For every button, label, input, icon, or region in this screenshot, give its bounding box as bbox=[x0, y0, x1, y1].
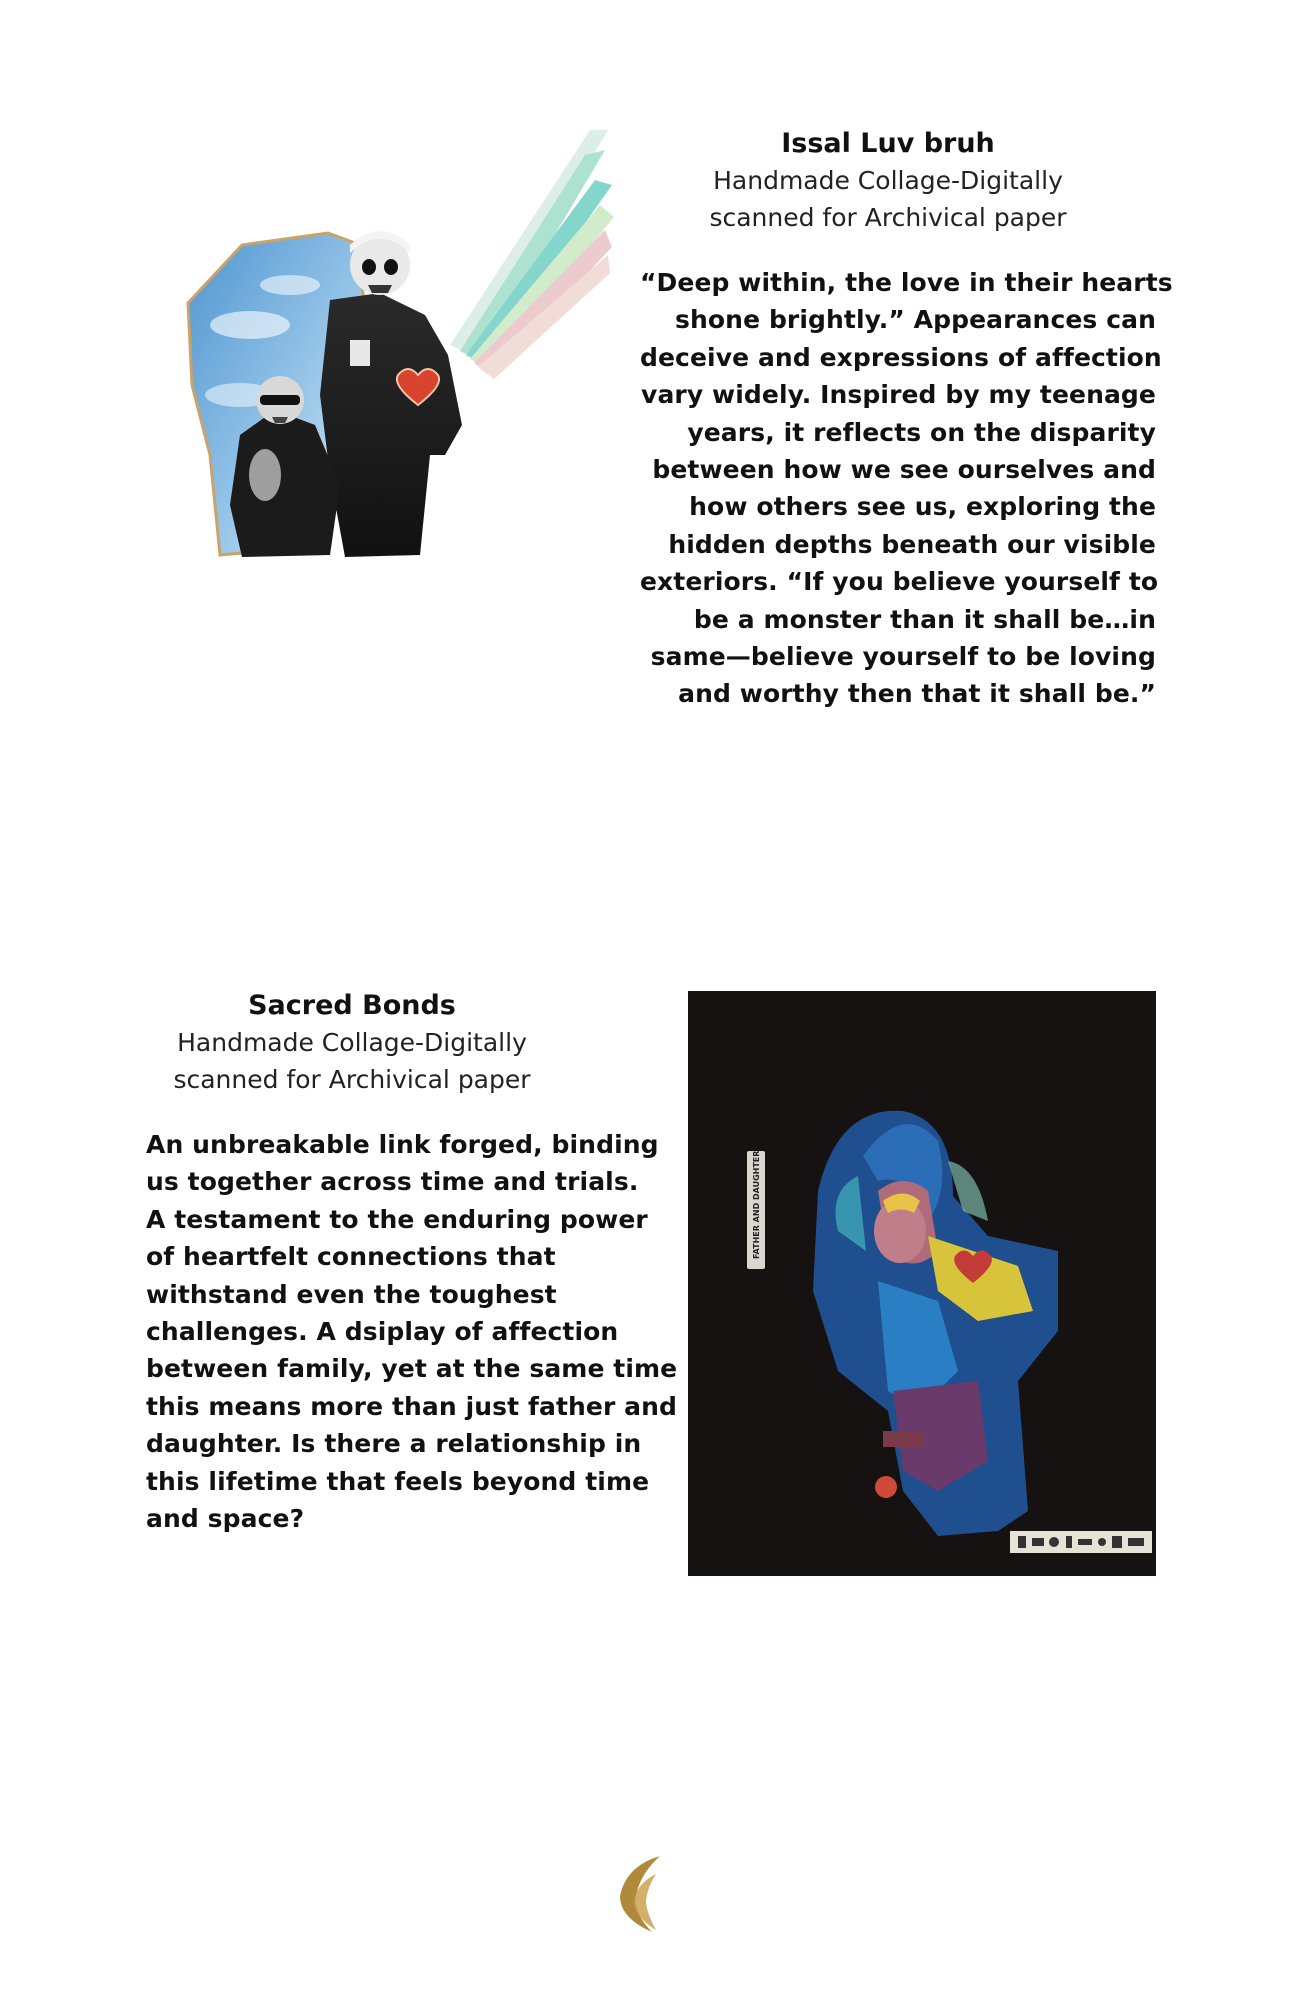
description-line: and worthy then that it shall be.” bbox=[678, 679, 1156, 709]
artwork-medium-line: scanned for Archivical paper bbox=[173, 1065, 531, 1094]
collage-illustration bbox=[688, 991, 1156, 1576]
description-line: “Deep within, the love in their hearts bbox=[640, 268, 1173, 297]
collage-illustration bbox=[180, 125, 620, 565]
description-line: and space? bbox=[146, 1504, 305, 1534]
description-line: vary widely. Inspired by my teenage bbox=[641, 380, 1156, 410]
description-line: exteriors. “If you believe yourself to bbox=[640, 567, 1159, 597]
description-line: same—believe yourself to be loving bbox=[650, 642, 1156, 672]
feather-logo-icon bbox=[612, 1852, 668, 1934]
label-strip-text: FATHER AND DAUGHTER bbox=[752, 1150, 761, 1259]
description-line: withstand even the toughest bbox=[146, 1279, 557, 1309]
artwork-medium-line: scanned for Archivical paper bbox=[709, 203, 1067, 232]
artwork-sacred-bonds-image bbox=[688, 991, 1156, 1576]
artwork-description bbox=[640, 264, 1173, 713]
description-line: us together across time and trials. bbox=[146, 1167, 639, 1197]
description-line: An unbreakable link forged, binding bbox=[146, 1130, 659, 1159]
description-line: this means more than just father and bbox=[146, 1391, 678, 1421]
artwork-title: Issal Luv bruh bbox=[781, 128, 995, 159]
description-line: daughter. Is there a relationship in bbox=[146, 1429, 642, 1459]
description-line: between family, yet at the same time bbox=[146, 1354, 678, 1384]
description-line: of heartfelt connections that bbox=[146, 1242, 556, 1272]
artwork-medium-line: Handmade Collage-Digitally bbox=[177, 1028, 527, 1057]
description-line: deceive and expressions of affection bbox=[640, 342, 1162, 372]
artwork-issal-luv-bruh-caption bbox=[640, 126, 1173, 713]
description-line: challenges. A dsiplay of affection bbox=[146, 1317, 619, 1347]
description-line: shone brightly.” Appearances can bbox=[675, 305, 1156, 335]
description-line: years, it reflects on the disparity bbox=[687, 417, 1156, 447]
artwork-issal-luv-bruh-image bbox=[180, 125, 620, 565]
description-line: this lifetime that feels beyond time bbox=[146, 1466, 650, 1496]
description-line: hidden depths beneath our visible bbox=[668, 529, 1156, 559]
rainbow-beam bbox=[450, 130, 614, 379]
tall-figure-coat bbox=[320, 293, 462, 557]
description-line: be a monster than it shall be…in bbox=[693, 604, 1156, 634]
artwork-description bbox=[146, 1126, 678, 1537]
artwork-sacred-bonds-caption bbox=[146, 988, 678, 1537]
artwork-title: Sacred Bonds bbox=[248, 990, 456, 1021]
description-line: A testament to the enduring power bbox=[146, 1204, 648, 1234]
description-line: between how we see ourselves and bbox=[652, 455, 1156, 485]
artwork-medium-line: Handmade Collage-Digitally bbox=[713, 166, 1063, 195]
description-line: how others see us, exploring the bbox=[689, 492, 1156, 522]
